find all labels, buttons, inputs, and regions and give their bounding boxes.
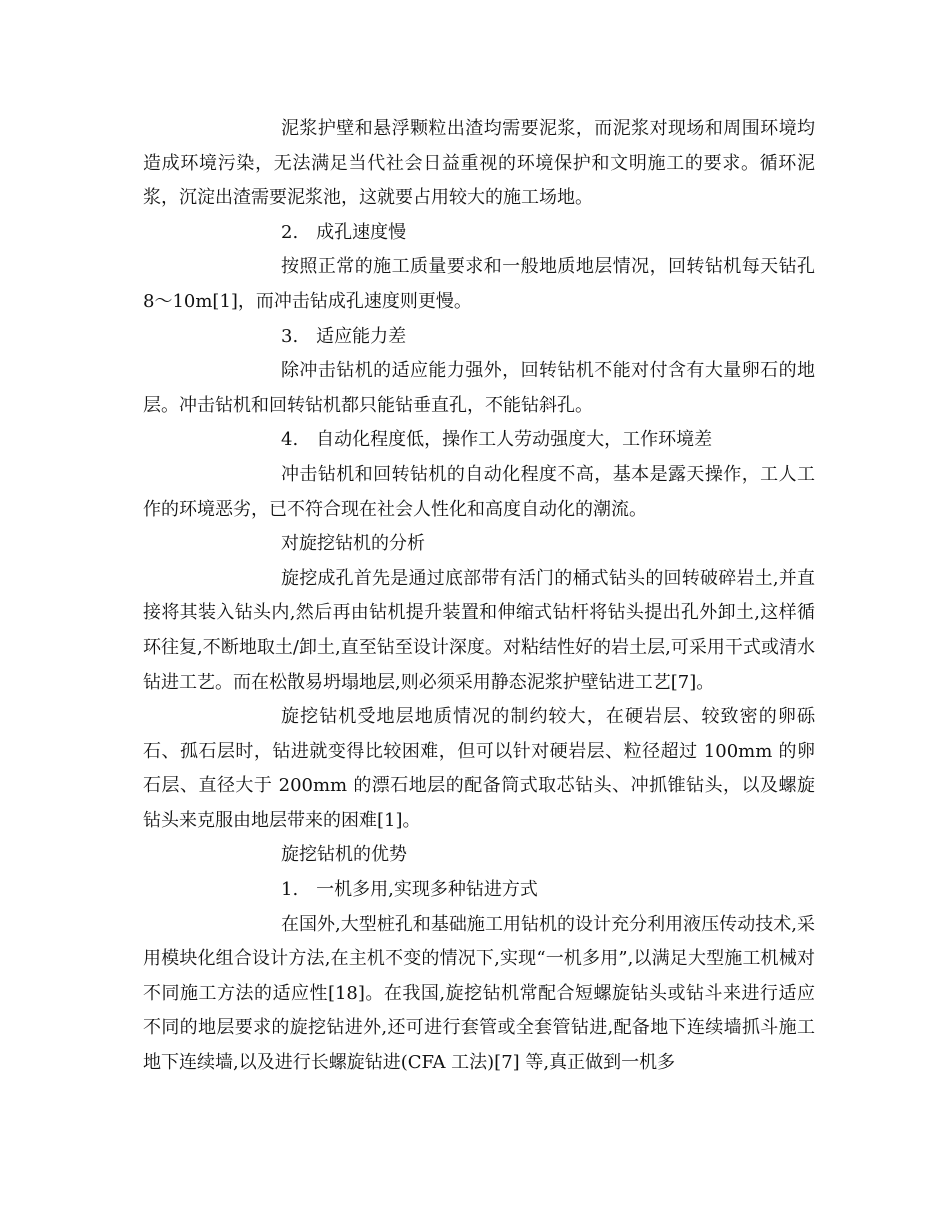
paragraph-automation: 冲击钻机和回转钻机的自动化程度不高，基本是露天操作，工人工作的环境恶劣，已不符合现在社会人性化和高度自动化的潮流。	[143, 463, 815, 520]
paragraph-drilling-speed: 按照正常的施工质量要求和一般地质地层情况，回转钻机每天钻孔 8～10m[1]，而冲击钻成孔速度则更慢。	[143, 256, 815, 312]
heading-multi-use: 1. 一机多用,实现多种钻进方式	[281, 879, 538, 901]
heading-rotary-advantages: 旋挖钻机的优势	[281, 844, 407, 866]
document-body	[143, 112, 815, 1081]
paragraph-adaptability: 除冲击钻机的适应能力强外，回转钻机不能对付含有大量卵石的地层。冲击钻机和回转钻机都只能钻垂直孔，不能钻斜孔。	[143, 360, 815, 416]
paragraph-multi-use: 在国外,大型桩孔和基础施工用钻机的设计充分利用液压传动技术,采用模块化组合设计方法,在主机不变的情况下,实现“一机多用”,以满足大型施工机械对不同施工方法的适应性[18]。在我国,旋挖钻机常配合短螺旋钻头或钻斗来进行适应不同的地层要求的旋挖钻进外,还可进行套管或全套管钻进,配备地下连续墙抓斗施工地下连续墙,以及进行长螺旋钻进(CFA 工法)[7] 等,真正做到一机多	[143, 913, 815, 1074]
paragraph-rotary-limits: 旋挖钻机受地层地质情况的制约较大，在硬岩层、较致密的卵砾石、孤石层时，钻进就变得比较困难，但可以针对硬岩层、粒径超过 100mm 的卵石层、直径大于 200mm 的漂石地层的配备筒式取芯钻头、冲抓锥钻头，以及螺旋钻头来克服由地层带来的困难[1]。	[143, 706, 815, 831]
heading-poor-adaptability: 3. 适应能力差	[281, 325, 407, 347]
heading-slow-drilling: 2. 成孔速度慢	[281, 221, 407, 243]
paragraph-mud-pollution: 泥浆护壁和悬浮颗粒出渣均需要泥浆，而泥浆对现场和周围环境均造成环境污染，无法满足当代社会日益重视的环境保护和文明施工的要求。循环泥浆，沉淀出渣需要泥浆池，这就要占用较大的施工场地。	[143, 118, 815, 209]
heading-low-automation: 4. 自动化程度低，操作工人劳动强度大，工作环境差	[281, 429, 713, 451]
heading-rotary-analysis: 对旋挖钻机的分析	[281, 533, 425, 555]
paragraph-rotary-process: 旋挖成孔首先是通过底部带有活门的桶式钻头的回转破碎岩土,并直接将其装入钻头内,然后再由钻机提升装置和伸缩式钻杆将钻头提出孔外卸土,这样循环往复,不断地取土/卸土,直至钻至设计深度。对粘结性好的岩土层,可采用干式或清水钻进工艺。而在松散易坍塌地层,则必须采用静态泥浆护壁钻进工艺[7]。	[143, 567, 815, 693]
